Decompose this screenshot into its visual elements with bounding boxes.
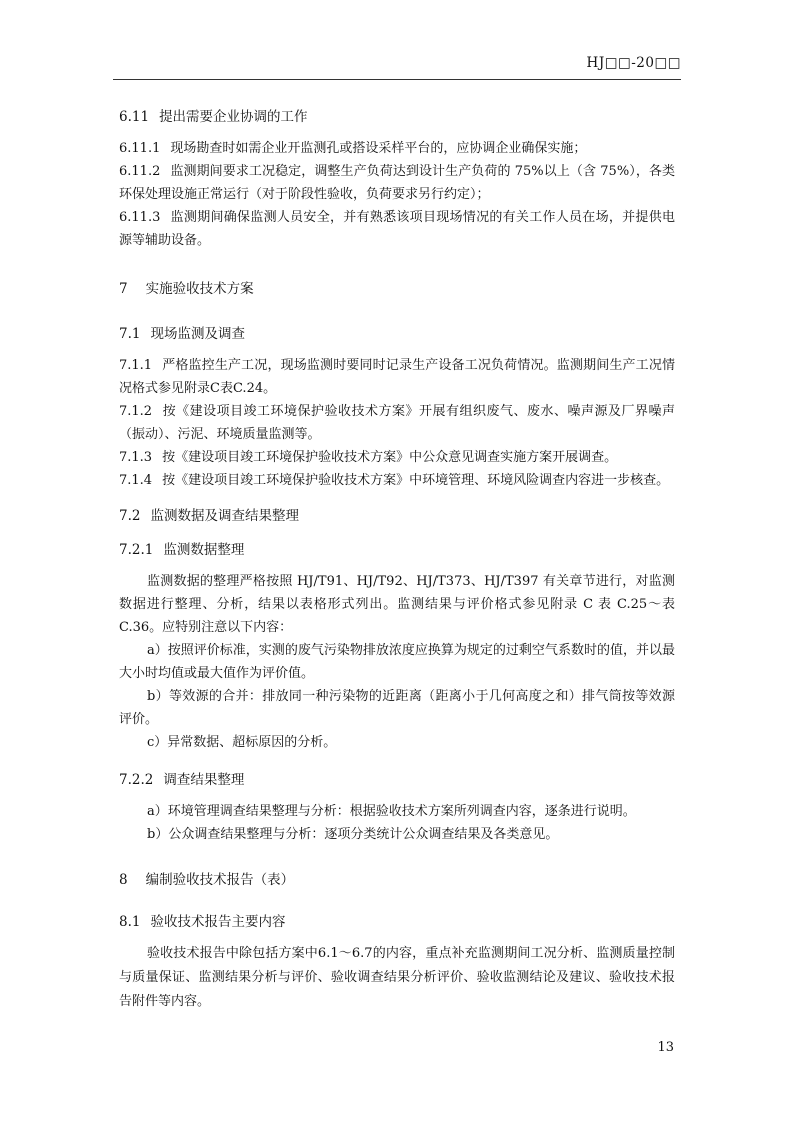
heading-title: 实施验收技术方案 <box>145 281 254 297</box>
heading-7-1 <box>119 322 675 342</box>
clause-text: 严格监控生产工况，现场监测时要同时记录生产设备工况负荷情况。监测期间生产工况情况格式参见附录C表C.24。 <box>119 358 675 396</box>
document-code: HJ□□-20□□ <box>586 55 681 71</box>
clause-7-1-3 <box>119 446 675 469</box>
clause-number: 7.1.3 <box>119 450 153 465</box>
heading-7-2 <box>119 504 675 524</box>
paragraph-8-1: 验收技术报告中除包括方案中6.1～6.7的内容，重点补充监测期间工况分析、监测质量控制与质量保证、监测结果分析与评价、验收调查结果分析评价、验收监测结论及建议、验收技术报告附件等内容。 <box>119 946 675 1009</box>
heading-8-1 <box>119 910 675 930</box>
list-item-a: a）环境管理调查结果整理与分析：根据验收技术方案所列调查内容，逐条进行说明。 <box>147 804 636 819</box>
list-item-b: b）等效源的合并：排放同一种污染物的近距离（距离小于几何高度之和）排气筒按等效源评价。 <box>119 689 675 727</box>
heading-number: 7.1 <box>119 326 141 342</box>
heading-number: 7.2 <box>119 508 141 524</box>
paragraph-7-2-1-intro: 监测数据的整理严格按照 HJ/T91、HJ/T92、HJ/T373、HJ/T397 有关章节进行，对监测数据进行整理、分析，结果以表格形式列出。监测结果与评价格式参见附录 C 表 C.25～表 C.36。应特别注意以下内容： <box>119 574 675 635</box>
clause-7-1-1 <box>119 354 675 400</box>
clause-6-11-3 <box>119 206 675 252</box>
heading-number: 7 <box>119 281 128 297</box>
heading-number: 7.2.2 <box>119 772 154 788</box>
heading-6-11 <box>119 105 675 125</box>
heading-title: 监测数据整理 <box>163 542 245 558</box>
clause-text: 按《建设项目竣工环境保护验收技术方案》中环境管理、环境风险调查内容进一步核查。 <box>162 473 670 488</box>
clause-6-11-1 <box>119 137 675 160</box>
clause-number: 7.1.2 <box>119 404 153 419</box>
clause-7-1-2 <box>119 400 675 446</box>
clause-6-11-2 <box>119 160 675 206</box>
clause-text: 现场勘查时如需企业开监测孔或搭设采样平台的，应协调企业确保实施； <box>170 141 587 156</box>
list-item-a: a）按照评价标准，实测的废气污染物排放浓度应换算为规定的过剩空气系数时的值，并以最大小时均值或最大值作为评价值。 <box>119 643 675 681</box>
heading-7-2-2 <box>119 768 675 788</box>
clause-text: 按《建设项目竣工环境保护验收技术方案》中公众意见调查实施方案开展调查。 <box>162 450 618 465</box>
heading-title: 监测数据及调查结果整理 <box>150 508 299 524</box>
clause-text: 监测期间确保监测人员安全，并有熟悉该项目现场情况的有关工作人员在场，并提供电源等辅助设备。 <box>119 210 675 248</box>
heading-number: 8 <box>119 872 128 888</box>
heading-7 <box>119 277 675 297</box>
clause-text: 监测期间要求工况稳定，调整生产负荷达到设计生产负荷的 75%以上（含 75%），各类环保处理设施正常运行（对于阶段性验收，负荷要求另行约定）； <box>119 164 675 202</box>
clause-7-1-4 <box>119 469 675 492</box>
clause-text: 按《建设项目竣工环境保护验收技术方案》开展有组织废气、废水、噪声源及厂界噪声（振动）、污泥、环境质量监测等。 <box>119 404 675 442</box>
page-number: 13 <box>657 1040 674 1055</box>
header-rule <box>113 79 681 80</box>
list-item-c: c）异常数据、超标原因的分析。 <box>147 735 337 750</box>
clause-number: 6.11.2 <box>119 164 161 179</box>
heading-number: 7.2.1 <box>119 542 154 558</box>
heading-number: 8.1 <box>119 914 141 930</box>
heading-title: 现场监测及调查 <box>150 326 245 342</box>
clause-number: 7.1.1 <box>119 358 153 373</box>
clause-number: 7.1.4 <box>119 473 153 488</box>
heading-number: 6.11 <box>119 109 150 125</box>
page-body <box>119 95 675 1014</box>
list-item-b: b）公众调查结果整理与分析：逐项分类统计公众调查结果及各类意见。 <box>147 827 559 842</box>
heading-title: 提出需要企业协调的工作 <box>159 109 308 125</box>
heading-7-2-1 <box>119 538 675 558</box>
heading-title: 编制验收技术报告（表） <box>145 872 295 888</box>
heading-8 <box>119 868 675 888</box>
heading-title: 调查结果整理 <box>163 772 245 788</box>
clause-number: 6.11.1 <box>119 141 161 156</box>
heading-title: 验收技术报告主要内容 <box>150 914 286 930</box>
clause-number: 6.11.3 <box>119 210 161 225</box>
